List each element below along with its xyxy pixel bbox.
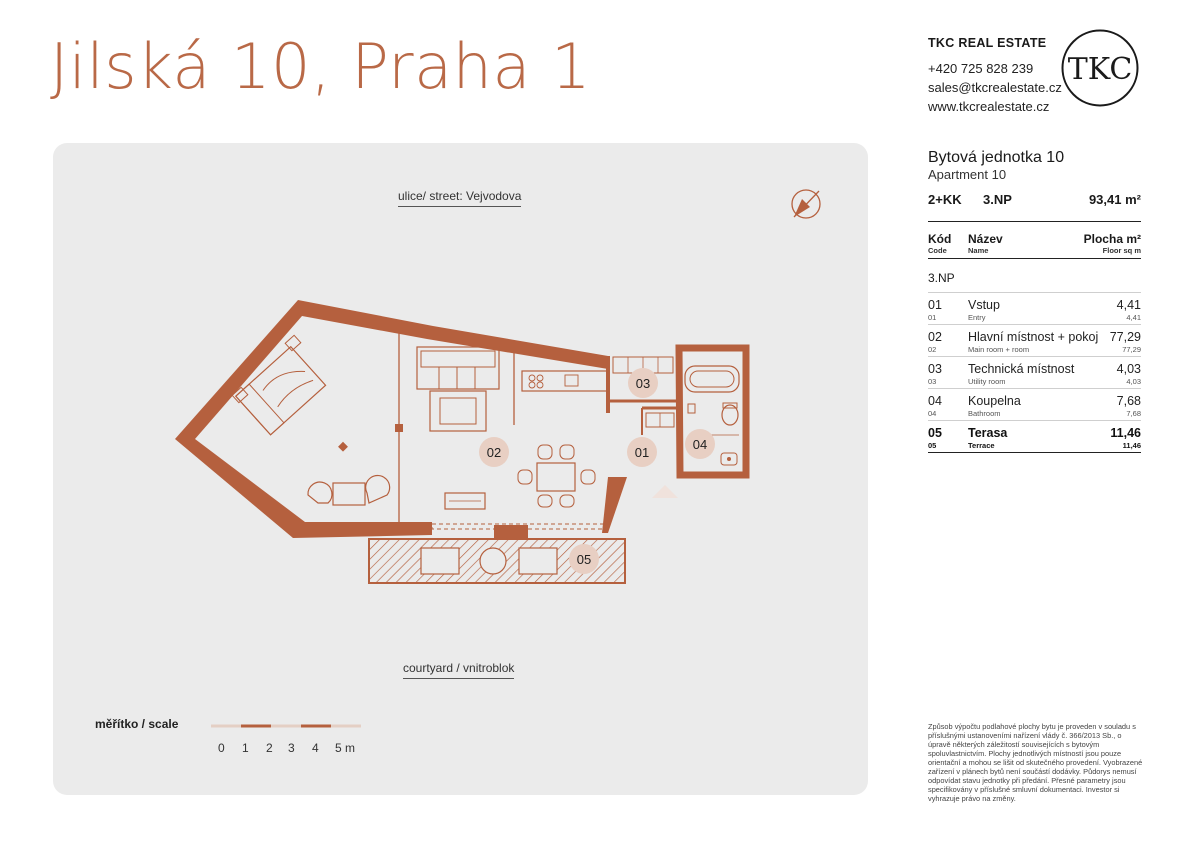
floor-label: 3.NP bbox=[928, 259, 1141, 293]
table-row bbox=[928, 421, 1141, 453]
scale-number: 5 m bbox=[335, 741, 356, 755]
room-name: Terasa bbox=[968, 426, 1008, 440]
room-marker-02 bbox=[479, 437, 509, 467]
company-phone[interactable]: +420 725 828 239 bbox=[928, 61, 1034, 76]
room-marker-04 bbox=[685, 429, 715, 459]
room-area-sub: 7,68 bbox=[1126, 409, 1141, 418]
company-contact bbox=[928, 34, 1062, 116]
unit-floor: 3.NP bbox=[983, 192, 1012, 207]
room-name-en: Terrace bbox=[968, 441, 995, 450]
unit-layout: 2+KK bbox=[928, 192, 962, 207]
svg-text:01: 01 bbox=[634, 445, 650, 460]
room-area-sub: 11,46 bbox=[1122, 441, 1141, 450]
room-marker-01 bbox=[627, 437, 657, 467]
col-area-header: Plocha m² bbox=[1083, 232, 1141, 246]
table-subheader bbox=[928, 246, 1141, 259]
room-name-en: Entry bbox=[968, 313, 986, 322]
bedroom-marker-icon bbox=[338, 442, 348, 452]
scale-number: 1 bbox=[242, 741, 249, 755]
col-name-header: Název bbox=[968, 232, 1003, 246]
disclaimer-text: Způsob výpočtu podlahové plochy bytu je proveden v souladu s příslušnými ustanoveními nařízení vlády č. 366/2013 Sb., o úpravě některých záležitostí souvisejících s bytovým spoluvlastnictvím. Plochy jednotlivých místností jsou pouze orientační a mohou se lišit od skutečného provedení. Vyobrazené zařízení v plánech bytů není součástí dodávky. Půdorys nemusí odpovídat stavu jednotky při předání. Přesné parametry jsou specifikovány v příslušné smluvní dokumentaci. Investor si vyhrazuje právo na změny. bbox=[928, 722, 1143, 803]
sofa bbox=[417, 347, 499, 431]
room-area: 7,68 bbox=[1116, 394, 1141, 408]
floor-plan-card bbox=[53, 143, 868, 795]
col-code-subheader: Code bbox=[928, 246, 947, 255]
room-area: 4,41 bbox=[1116, 298, 1141, 312]
table-row bbox=[928, 325, 1141, 357]
scale-number: 4 bbox=[312, 741, 319, 755]
svg-text:05: 05 bbox=[576, 552, 592, 567]
room-name: Koupelna bbox=[968, 394, 1021, 408]
room-code-sub: 05 bbox=[928, 441, 937, 450]
unit-area: 93,41 m² bbox=[1088, 192, 1141, 207]
room-code-sub: 01 bbox=[928, 313, 937, 322]
company-logo bbox=[1061, 29, 1139, 107]
table-row bbox=[928, 389, 1141, 421]
street-label-bottom: courtyard / vnitroblok bbox=[403, 661, 514, 679]
room-name-en: Bathroom bbox=[968, 409, 1001, 418]
col-name-subheader: Name bbox=[968, 246, 989, 255]
bed bbox=[232, 335, 325, 435]
room-area: 11,46 bbox=[1110, 426, 1141, 440]
table-row bbox=[928, 357, 1141, 389]
rooms-table bbox=[928, 232, 1141, 453]
armchairs bbox=[308, 475, 390, 505]
company-website[interactable]: www.tkcrealestate.cz bbox=[928, 99, 1050, 114]
room-code: 03 bbox=[928, 362, 942, 376]
col-area-subheader: Floor sq m bbox=[1102, 246, 1141, 255]
room-name: Vstup bbox=[968, 298, 1000, 312]
room-name-en: Main room + room bbox=[968, 345, 1030, 354]
room-code: 01 bbox=[928, 298, 942, 312]
col-code-header: Kód bbox=[928, 232, 952, 246]
tv-cabinet bbox=[445, 493, 485, 509]
unit-subtitle: Apartment 10 bbox=[928, 167, 1007, 182]
page-title: Jilská 10, Praha 1 bbox=[50, 30, 592, 103]
svg-text:04: 04 bbox=[692, 437, 708, 452]
room-code-sub: 02 bbox=[928, 345, 937, 354]
unit-info-panel bbox=[928, 149, 1141, 453]
scale-number: 2 bbox=[266, 741, 273, 755]
room-area-sub: 77,29 bbox=[1122, 345, 1141, 354]
dining-table bbox=[518, 445, 595, 507]
room-name-en: Utility room bbox=[968, 377, 1006, 386]
room-marker-03 bbox=[628, 368, 658, 398]
room-area-sub: 4,41 bbox=[1126, 313, 1141, 322]
room-name: Hlavní místnost + pokoj bbox=[968, 330, 1099, 344]
company-email[interactable]: sales@tkcrealestate.cz bbox=[928, 80, 1062, 95]
table-row bbox=[928, 293, 1141, 325]
logo-lettering: TKC bbox=[1067, 52, 1133, 87]
room-code: 02 bbox=[928, 330, 942, 344]
kitchen-counter bbox=[522, 371, 608, 391]
svg-text:02: 02 bbox=[486, 445, 502, 460]
floor-plan bbox=[53, 143, 868, 795]
scale-number: 3 bbox=[288, 741, 295, 755]
table-header bbox=[928, 232, 1141, 246]
svg-text:03: 03 bbox=[635, 376, 651, 391]
compass-icon bbox=[792, 190, 820, 218]
company-name: TKC REAL ESTATE bbox=[928, 36, 1047, 50]
unit-summary bbox=[928, 192, 1141, 222]
room-code: 04 bbox=[928, 394, 942, 408]
room-area-sub: 4,03 bbox=[1126, 377, 1141, 386]
room-code: 05 bbox=[928, 426, 942, 440]
scale-number: 0 bbox=[218, 741, 225, 755]
room-area: 4,03 bbox=[1116, 362, 1141, 376]
room-code-sub: 03 bbox=[928, 377, 937, 386]
room-name: Technická místnost bbox=[968, 362, 1075, 376]
room-area: 77,29 bbox=[1109, 330, 1141, 344]
room-code-sub: 04 bbox=[928, 409, 937, 418]
street-label-top: ulice/ street: Vejvodova bbox=[398, 189, 521, 207]
scale-label: měřítko / scale bbox=[95, 717, 179, 731]
unit-title: Bytová jednotka 10 bbox=[928, 149, 1065, 166]
room-marker-05 bbox=[569, 544, 599, 574]
